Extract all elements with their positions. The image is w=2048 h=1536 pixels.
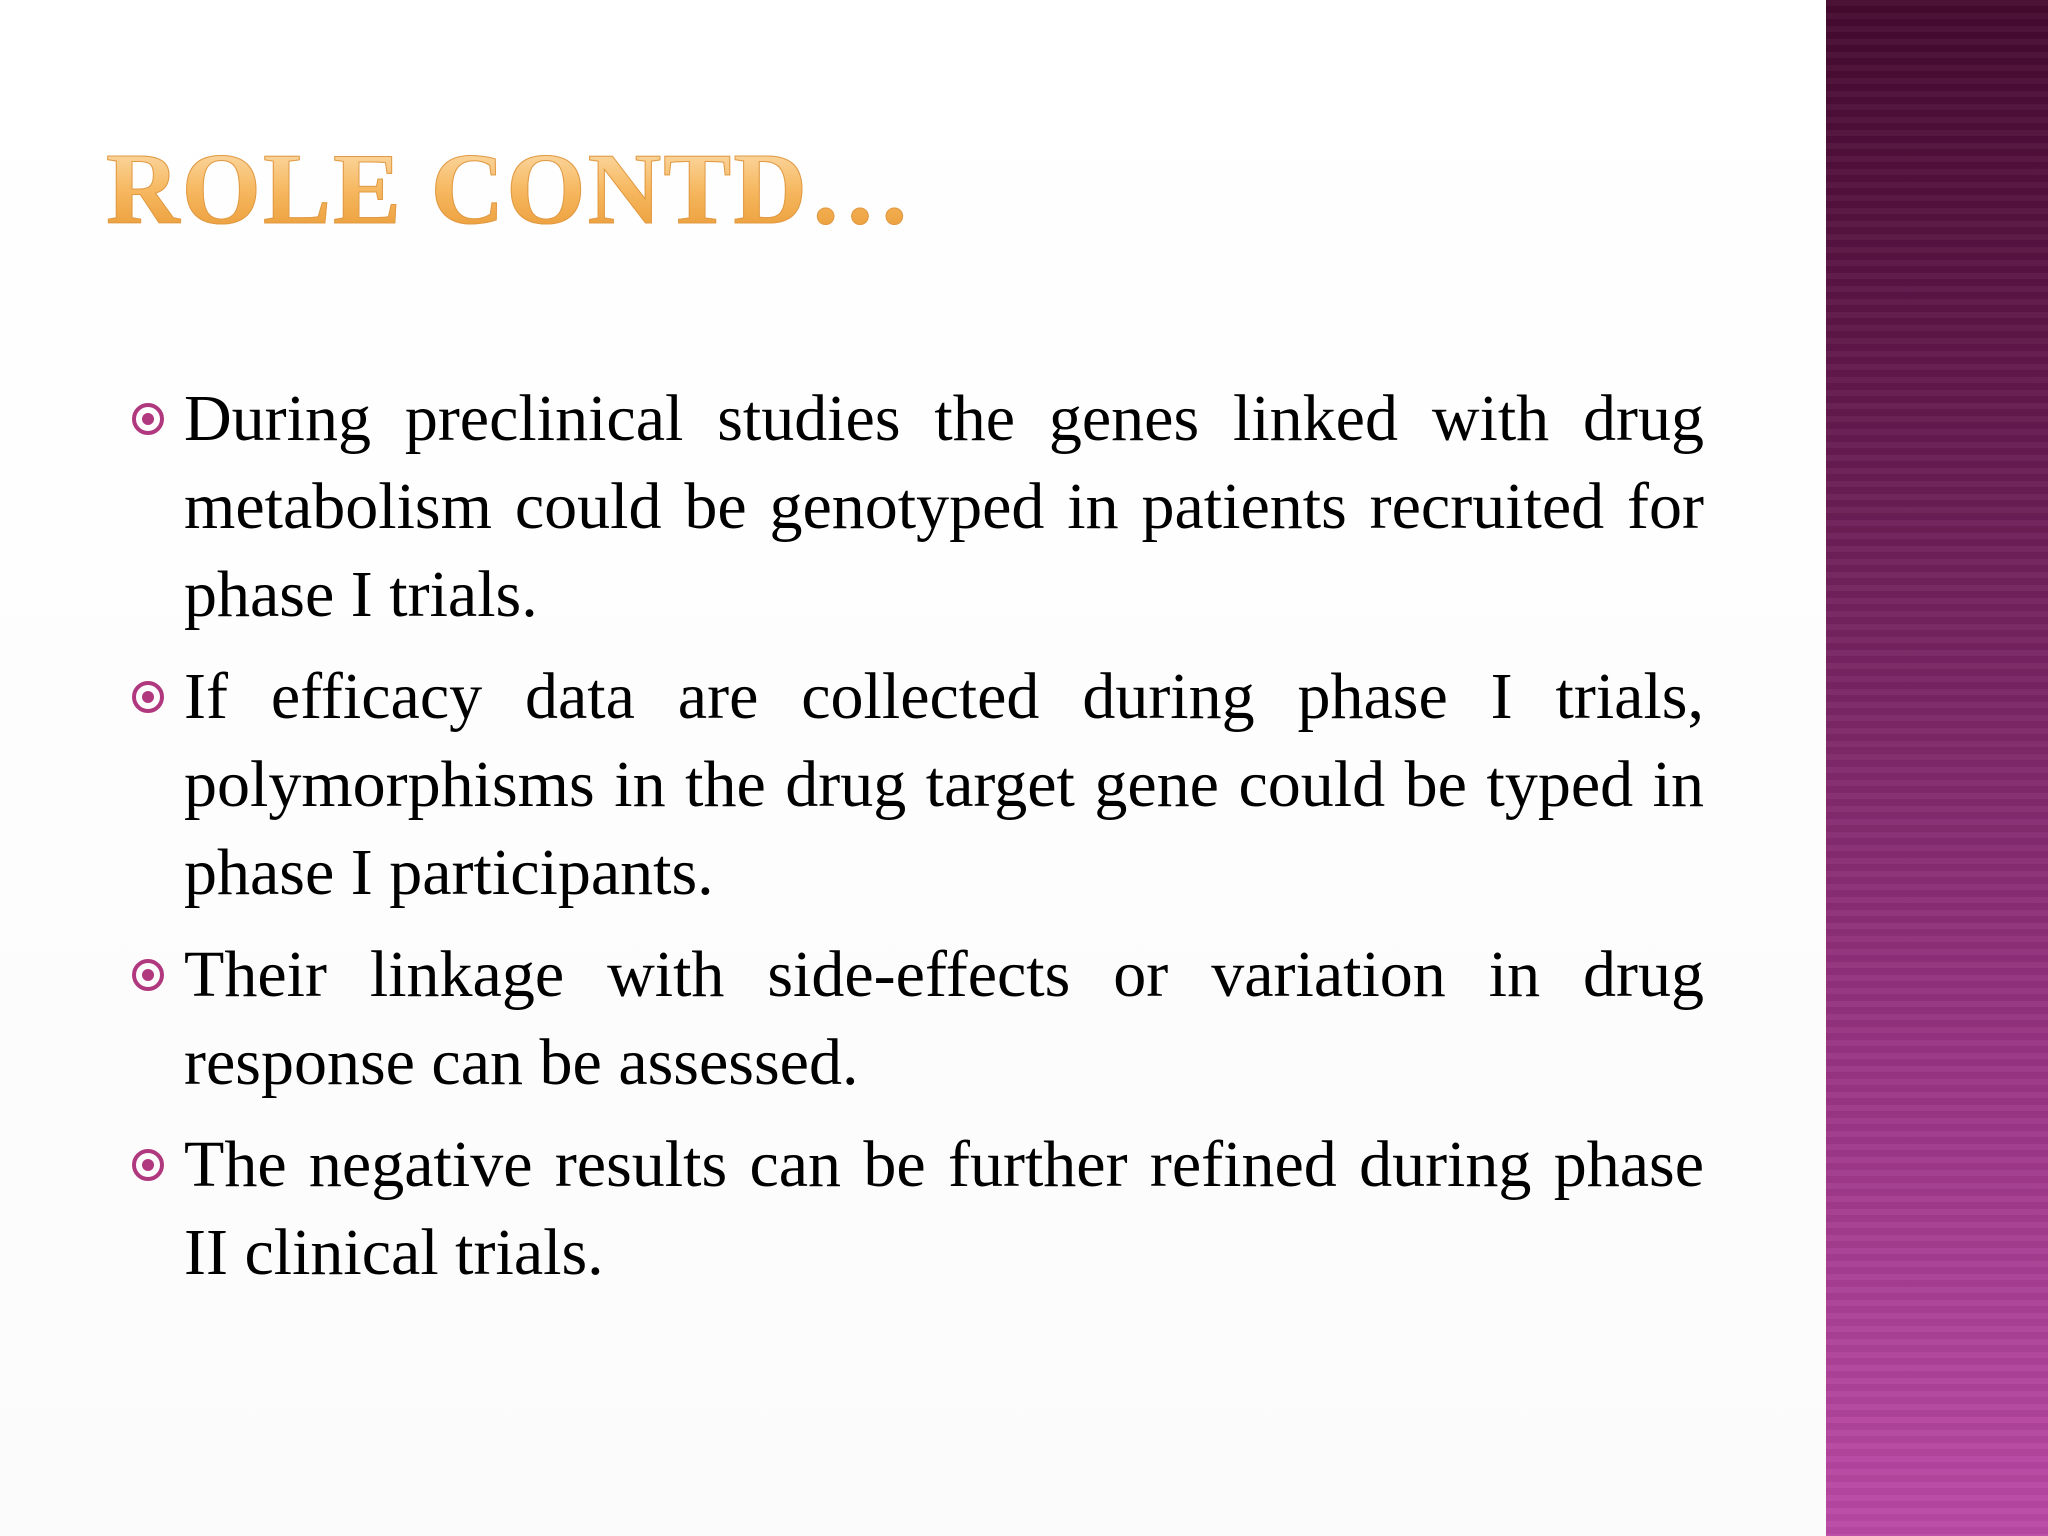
bullet-list bbox=[132, 375, 1704, 1311]
bullet-text: During preclinical studies the genes linked with drug metabolism could be genotyped in patients recruited for phase I trials. bbox=[184, 382, 1704, 631]
bullet-item bbox=[132, 931, 1704, 1107]
bullet-text: Their linkage with side-effects or variation in drug response can be assessed. bbox=[184, 938, 1704, 1099]
target-circle-bullet-icon bbox=[132, 403, 164, 435]
bullet-text: The negative results can be further refined during phase II clinical trials. bbox=[184, 1128, 1704, 1289]
target-circle-bullet-icon bbox=[132, 959, 164, 991]
target-circle-bullet-icon bbox=[132, 1149, 164, 1181]
slide-title: ROLE CONTD… bbox=[106, 130, 913, 250]
decorative-side-band bbox=[1826, 0, 2048, 1536]
bullet-text: If efficacy data are collected during phase I trials, polymorphisms in the drug target gene could be typed in phase I participants. bbox=[184, 660, 1704, 909]
bullet-item bbox=[132, 653, 1704, 917]
target-circle-bullet-icon bbox=[132, 681, 164, 713]
bullet-item bbox=[132, 1121, 1704, 1297]
bullet-item bbox=[132, 375, 1704, 639]
